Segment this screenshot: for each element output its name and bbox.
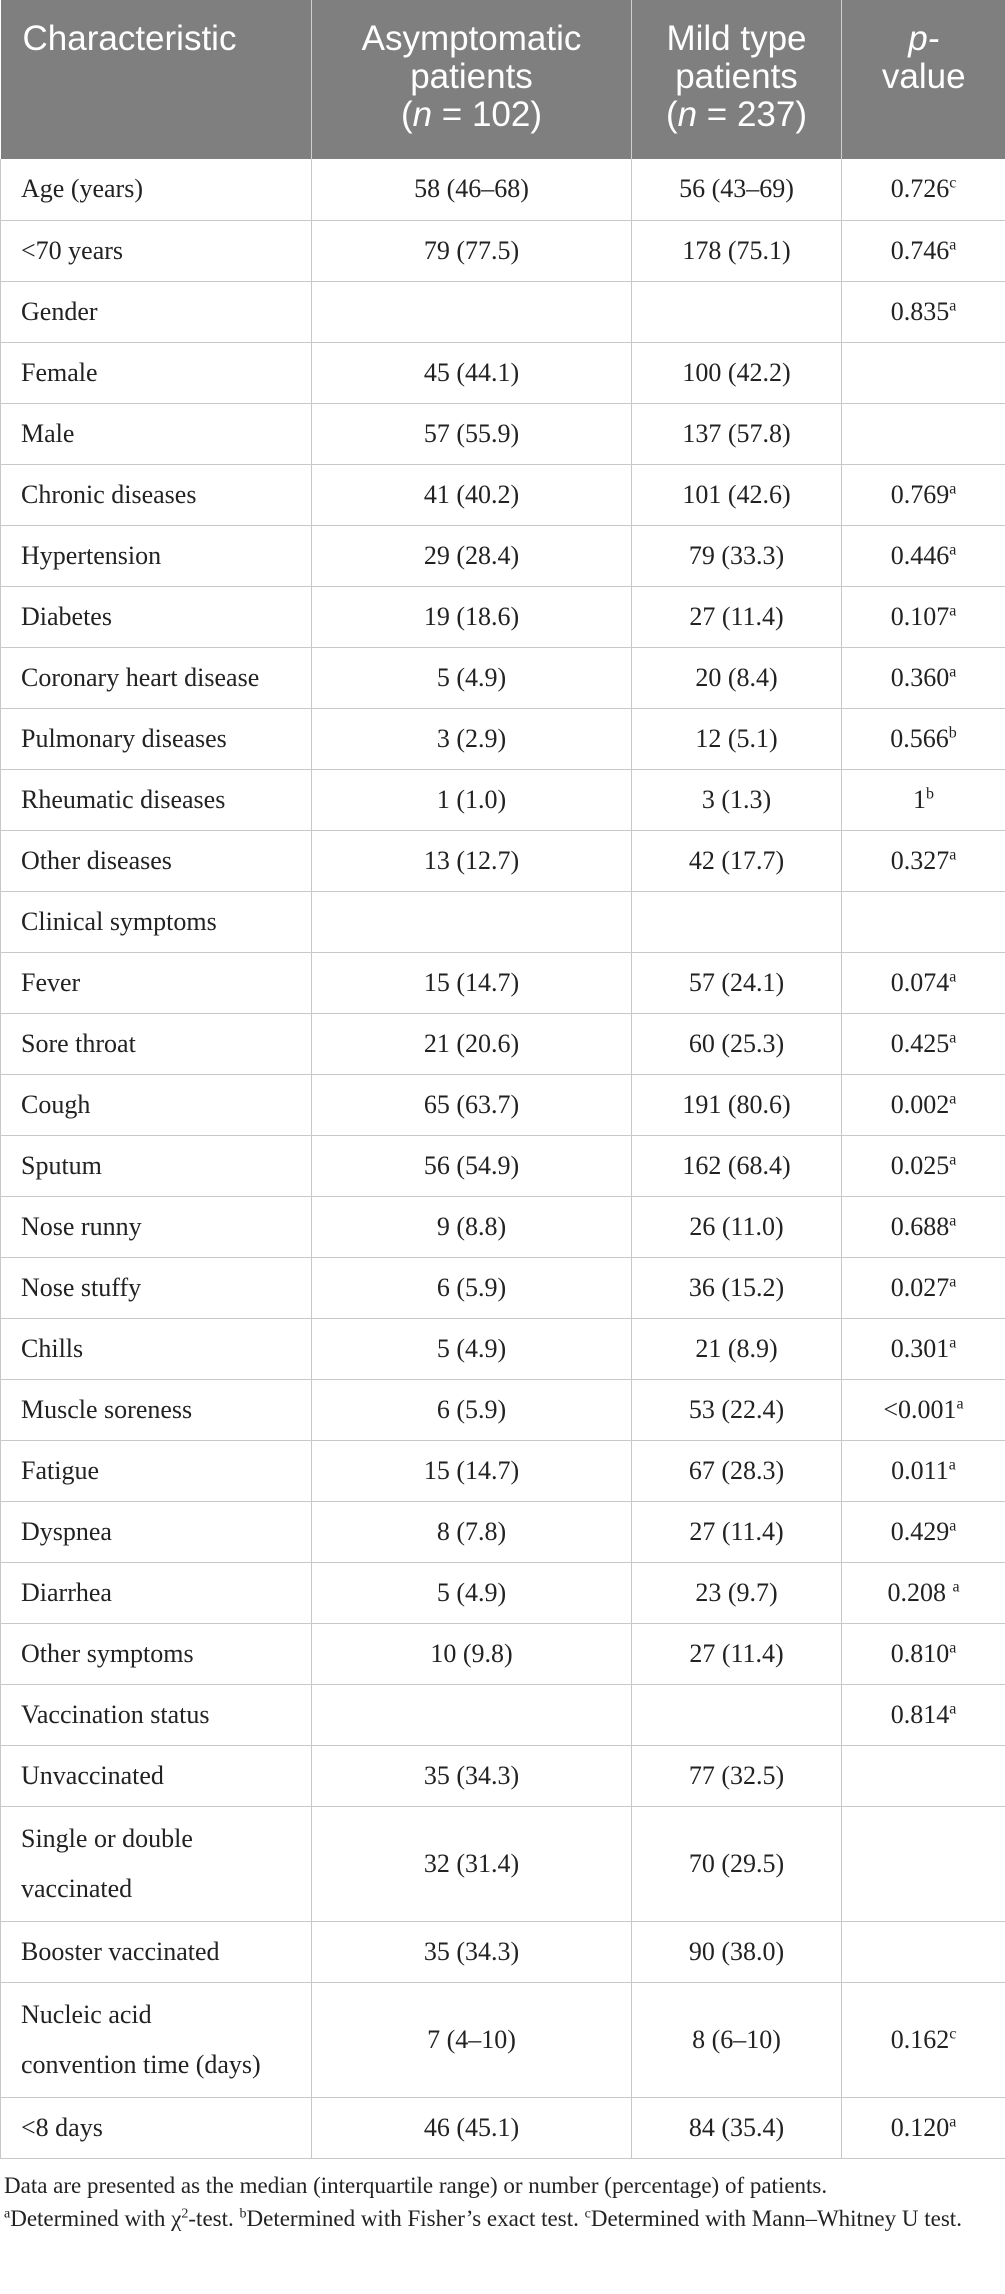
cell-asymptomatic bbox=[312, 1684, 632, 1745]
table-row bbox=[1, 1013, 1005, 1074]
cell-p-value: 0.301$^a$ bbox=[842, 1318, 1005, 1379]
cell-asymptomatic: 6 (5.9) bbox=[312, 1379, 632, 1440]
cell-mild-type: 101 (42.6) bbox=[632, 464, 842, 525]
table-header bbox=[1, 0, 1005, 159]
cell-p-value bbox=[842, 1806, 1005, 1921]
cell-mild-type: 42 (17.7) bbox=[632, 830, 842, 891]
cell-p-value: 0.107$^a$ bbox=[842, 586, 1005, 647]
cell-p-value: 0.074$^a$ bbox=[842, 952, 1005, 1013]
row-label: Sore throat bbox=[1, 1013, 312, 1074]
cell-p-value: 0.810$^a$ bbox=[842, 1623, 1005, 1684]
cell-asymptomatic: 19 (18.6) bbox=[312, 586, 632, 647]
cell-asymptomatic: 5 (4.9) bbox=[312, 1562, 632, 1623]
cell-p-value: 0.120$^a$ bbox=[842, 2097, 1005, 2158]
cell-asymptomatic: 3 (2.9) bbox=[312, 708, 632, 769]
row-label: Nucleic acid convention time (days) bbox=[1, 1982, 312, 2097]
cell-p-value bbox=[842, 1921, 1005, 1982]
cell-asymptomatic: 57 (55.9) bbox=[312, 403, 632, 464]
cell-asymptomatic bbox=[312, 281, 632, 342]
table-row bbox=[1, 1318, 1005, 1379]
header-mild-type: Mild type patients (n = 237) bbox=[632, 0, 842, 159]
cell-mild-type: 27 (11.4) bbox=[632, 586, 842, 647]
cell-mild-type: 20 (8.4) bbox=[632, 647, 842, 708]
cell-p-value: 0.835$^a$ bbox=[842, 281, 1005, 342]
row-label: <8 days bbox=[1, 2097, 312, 2158]
table-body bbox=[1, 159, 1005, 2158]
row-label: Fatigue bbox=[1, 1440, 312, 1501]
table-row bbox=[1, 220, 1005, 281]
row-label: Unvaccinated bbox=[1, 1745, 312, 1806]
cell-mild-type: 21 (8.9) bbox=[632, 1318, 842, 1379]
cell-mild-type bbox=[632, 891, 842, 952]
cell-mild-type bbox=[632, 1684, 842, 1745]
table-row bbox=[1, 647, 1005, 708]
cell-asymptomatic: 46 (45.1) bbox=[312, 2097, 632, 2158]
cell-asymptomatic: 79 (77.5) bbox=[312, 220, 632, 281]
table-row bbox=[1, 2097, 1005, 2158]
cell-asymptomatic: 10 (9.8) bbox=[312, 1623, 632, 1684]
cell-mild-type: 27 (11.4) bbox=[632, 1501, 842, 1562]
row-label: Diarrhea bbox=[1, 1562, 312, 1623]
table-row bbox=[1, 1440, 1005, 1501]
header-row bbox=[1, 0, 1005, 159]
cell-mild-type: 53 (22.4) bbox=[632, 1379, 842, 1440]
cell-p-value: 0.011$^a$ bbox=[842, 1440, 1005, 1501]
cell-p-value: 0.425$^a$ bbox=[842, 1013, 1005, 1074]
table-row bbox=[1, 281, 1005, 342]
table-row bbox=[1, 830, 1005, 891]
table-row bbox=[1, 159, 1005, 220]
row-label: Pulmonary diseases bbox=[1, 708, 312, 769]
cell-mild-type: 137 (57.8) bbox=[632, 403, 842, 464]
cell-mild-type: 23 (9.7) bbox=[632, 1562, 842, 1623]
row-label: Clinical symptoms bbox=[1, 891, 312, 952]
cell-p-value bbox=[842, 1745, 1005, 1806]
cell-asymptomatic: 5 (4.9) bbox=[312, 647, 632, 708]
row-label: Other symptoms bbox=[1, 1623, 312, 1684]
footnote-line-1: Data are presented as the median (interquartile range) or number (percentage) of patients. bbox=[4, 2172, 828, 2198]
row-label: Diabetes bbox=[1, 586, 312, 647]
row-label: Rheumatic diseases bbox=[1, 769, 312, 830]
cell-p-value: 0.814$^a$ bbox=[842, 1684, 1005, 1745]
cell-asymptomatic: 35 (34.3) bbox=[312, 1921, 632, 1982]
row-label: Booster vaccinated bbox=[1, 1921, 312, 1982]
cell-mild-type: 67 (28.3) bbox=[632, 1440, 842, 1501]
cell-mild-type: 90 (38.0) bbox=[632, 1921, 842, 1982]
cell-mild-type: 84 (35.4) bbox=[632, 2097, 842, 2158]
cell-mild-type: 77 (32.5) bbox=[632, 1745, 842, 1806]
table-row bbox=[1, 1623, 1005, 1684]
cell-p-value bbox=[842, 403, 1005, 464]
row-label: Muscle soreness bbox=[1, 1379, 312, 1440]
cell-asymptomatic: 9 (8.8) bbox=[312, 1196, 632, 1257]
table-row bbox=[1, 1257, 1005, 1318]
cell-mild-type: 3 (1.3) bbox=[632, 769, 842, 830]
cell-asymptomatic: 58 (46–68) bbox=[312, 159, 632, 220]
table-row bbox=[1, 403, 1005, 464]
row-label: Fever bbox=[1, 952, 312, 1013]
header-characteristic: Characteristic bbox=[1, 0, 312, 159]
row-label: Nose runny bbox=[1, 1196, 312, 1257]
table-row bbox=[1, 586, 1005, 647]
cell-mild-type: 26 (11.0) bbox=[632, 1196, 842, 1257]
header-asymptomatic: Asymptomatic patients (n = 102) bbox=[312, 0, 632, 159]
row-label: Hypertension bbox=[1, 525, 312, 586]
cell-mild-type bbox=[632, 281, 842, 342]
table-row bbox=[1, 1745, 1005, 1806]
cell-asymptomatic: 56 (54.9) bbox=[312, 1135, 632, 1196]
row-label: <70 years bbox=[1, 220, 312, 281]
cell-p-value bbox=[842, 342, 1005, 403]
cell-p-value: 0.746$^a$ bbox=[842, 220, 1005, 281]
cell-p-value: 0.002$^a$ bbox=[842, 1074, 1005, 1135]
row-label: Chronic diseases bbox=[1, 464, 312, 525]
table-row bbox=[1, 1806, 1005, 1921]
cell-p-value: 0.027$^a$ bbox=[842, 1257, 1005, 1318]
cell-mild-type: 162 (68.4) bbox=[632, 1135, 842, 1196]
table-row bbox=[1, 769, 1005, 830]
cell-asymptomatic: 8 (7.8) bbox=[312, 1501, 632, 1562]
table-row bbox=[1, 1196, 1005, 1257]
table-row bbox=[1, 464, 1005, 525]
cell-asymptomatic: 45 (44.1) bbox=[312, 342, 632, 403]
row-label: Vaccination status bbox=[1, 1684, 312, 1745]
table-row bbox=[1, 891, 1005, 952]
cell-mild-type: 60 (25.3) bbox=[632, 1013, 842, 1074]
table-row bbox=[1, 1074, 1005, 1135]
cell-p-value: 0.162$^c$ bbox=[842, 1982, 1005, 2097]
cell-asymptomatic: 21 (20.6) bbox=[312, 1013, 632, 1074]
cell-mild-type: 27 (11.4) bbox=[632, 1623, 842, 1684]
cell-p-value: 0.429$^a$ bbox=[842, 1501, 1005, 1562]
table-row bbox=[1, 525, 1005, 586]
cell-p-value: 0.360$^a$ bbox=[842, 647, 1005, 708]
cell-mild-type: 178 (75.1) bbox=[632, 220, 842, 281]
cell-p-value: 0.566$^b$ bbox=[842, 708, 1005, 769]
footnote-c: $^c$Determined with Mann–Whitney U test. bbox=[584, 2205, 962, 2231]
row-label: Nose stuffy bbox=[1, 1257, 312, 1318]
table-row bbox=[1, 952, 1005, 1013]
cell-mild-type: 100 (42.2) bbox=[632, 342, 842, 403]
cell-p-value: 0.446$^a$ bbox=[842, 525, 1005, 586]
cell-asymptomatic: 32 (31.4) bbox=[312, 1806, 632, 1921]
row-label: Other diseases bbox=[1, 830, 312, 891]
table-row bbox=[1, 1684, 1005, 1745]
cell-mild-type: 56 (43–69) bbox=[632, 159, 842, 220]
header-p-value: p- value bbox=[842, 0, 1005, 159]
row-label: Chills bbox=[1, 1318, 312, 1379]
cell-mild-type: 12 (5.1) bbox=[632, 708, 842, 769]
cell-asymptomatic: 7 (4–10) bbox=[312, 1982, 632, 2097]
cell-asymptomatic: 13 (12.7) bbox=[312, 830, 632, 891]
cell-mild-type: 79 (33.3) bbox=[632, 525, 842, 586]
table-row bbox=[1, 1501, 1005, 1562]
cell-p-value: 0.025$^a$ bbox=[842, 1135, 1005, 1196]
table-row bbox=[1, 708, 1005, 769]
row-label: Dyspnea bbox=[1, 1501, 312, 1562]
row-label: Male bbox=[1, 403, 312, 464]
cell-asymptomatic: 29 (28.4) bbox=[312, 525, 632, 586]
row-label: Age (years) bbox=[1, 159, 312, 220]
cell-mild-type: 57 (24.1) bbox=[632, 952, 842, 1013]
cell-asymptomatic bbox=[312, 891, 632, 952]
cell-mild-type: 8 (6–10) bbox=[632, 1982, 842, 2097]
cell-asymptomatic: 6 (5.9) bbox=[312, 1257, 632, 1318]
cell-p-value: 0.769$^a$ bbox=[842, 464, 1005, 525]
cell-p-value: 0.726$^c$ bbox=[842, 159, 1005, 220]
table-row bbox=[1, 1921, 1005, 1982]
cell-p-value: 0.688$^a$ bbox=[842, 1196, 1005, 1257]
cell-asymptomatic: 41 (40.2) bbox=[312, 464, 632, 525]
footnote-a: $^a$Determined with $\chi^2$-test. bbox=[4, 2205, 240, 2231]
cell-mild-type: 70 (29.5) bbox=[632, 1806, 842, 1921]
cell-p-value: <0.001$^a$ bbox=[842, 1379, 1005, 1440]
cell-asymptomatic: 5 (4.9) bbox=[312, 1318, 632, 1379]
footnote-b: $^b$Determined with Fisher’s exact test. bbox=[239, 2205, 585, 2231]
row-label: Gender bbox=[1, 281, 312, 342]
cell-asymptomatic: 65 (63.7) bbox=[312, 1074, 632, 1135]
cell-asymptomatic: 15 (14.7) bbox=[312, 1440, 632, 1501]
cell-asymptomatic: 35 (34.3) bbox=[312, 1745, 632, 1806]
table-row bbox=[1, 1562, 1005, 1623]
cell-mild-type: 36 (15.2) bbox=[632, 1257, 842, 1318]
row-label: Female bbox=[1, 342, 312, 403]
cell-mild-type: 191 (80.6) bbox=[632, 1074, 842, 1135]
table-row bbox=[1, 1379, 1005, 1440]
row-label: Cough bbox=[1, 1074, 312, 1135]
row-label: Single or double vaccinated bbox=[1, 1806, 312, 1921]
table-footnote bbox=[0, 2159, 1005, 2235]
cell-p-value bbox=[842, 891, 1005, 952]
cell-asymptomatic: 15 (14.7) bbox=[312, 952, 632, 1013]
table-row bbox=[1, 1982, 1005, 2097]
row-label: Sputum bbox=[1, 1135, 312, 1196]
cell-p-value: 0.208 $^a$ bbox=[842, 1562, 1005, 1623]
table-row bbox=[1, 342, 1005, 403]
cell-p-value: 0.327$^a$ bbox=[842, 830, 1005, 891]
row-label: Coronary heart disease bbox=[1, 647, 312, 708]
cell-asymptomatic: 1 (1.0) bbox=[312, 769, 632, 830]
table-row bbox=[1, 1135, 1005, 1196]
cell-p-value: 1$^b$ bbox=[842, 769, 1005, 830]
